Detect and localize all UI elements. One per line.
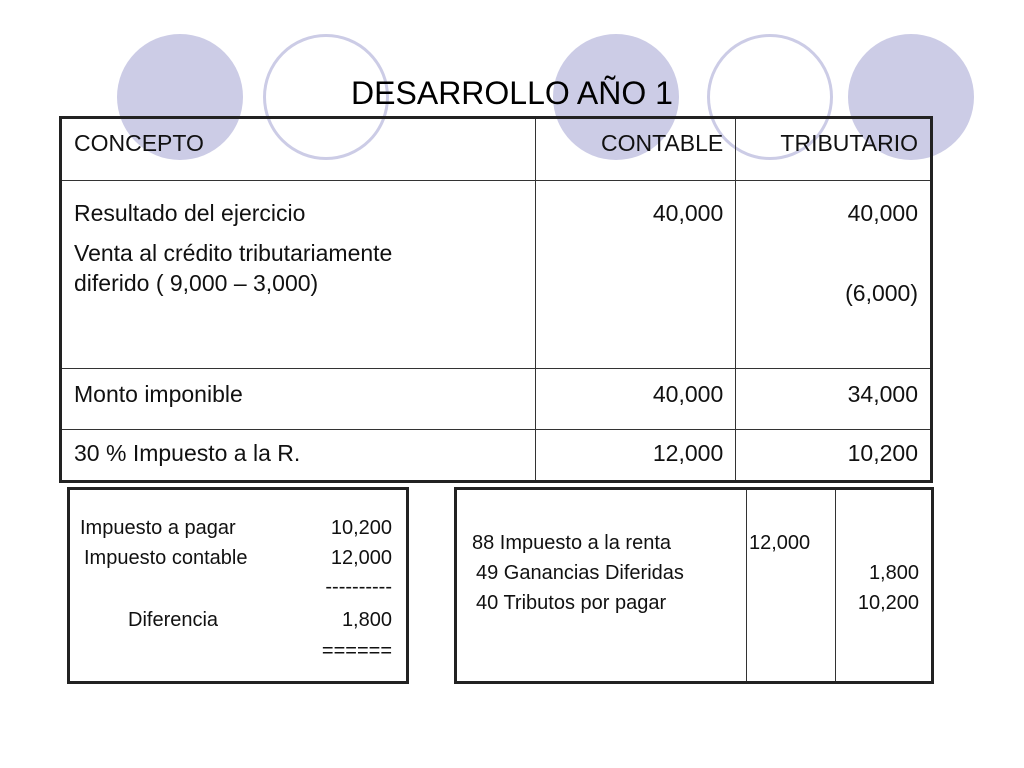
line-label: Impuesto contable xyxy=(84,547,248,569)
header-concepto: CONCEPTO xyxy=(61,118,536,181)
line-value: 1,800 xyxy=(341,609,392,631)
header-tributario: TRIBUTARIO xyxy=(736,118,932,181)
list-item xyxy=(70,517,404,541)
account-label: 40 Tributos por pagar xyxy=(476,592,667,614)
total-underline: ====== xyxy=(321,640,392,662)
credit-value: 1,800 xyxy=(868,562,919,584)
list-item xyxy=(70,547,404,571)
cell-tributario xyxy=(736,181,932,369)
table-row xyxy=(61,430,932,482)
account-label: 88 Impuesto a la renta xyxy=(472,532,672,554)
value-text: 40,000 xyxy=(652,200,724,226)
line-label: Diferencia xyxy=(128,609,219,631)
concept-line: diferido ( 9,000 – 3,000) xyxy=(74,270,319,296)
list-item xyxy=(70,640,404,664)
journal-entry-box xyxy=(454,487,934,684)
tax-difference-box xyxy=(67,487,409,684)
line-label: Impuesto a pagar xyxy=(80,517,236,539)
credit-value: 10,200 xyxy=(857,592,919,614)
list-item xyxy=(70,576,404,600)
account-label: 49 Ganancias Diferidas xyxy=(476,562,684,584)
cell-contable xyxy=(535,181,736,369)
cell-concepto: 30 % Impuesto a la R. xyxy=(61,430,536,482)
value-text: 40,000 xyxy=(847,200,918,226)
cell-contable: 12,000 xyxy=(535,430,736,482)
debit-value: 12,000 xyxy=(749,532,811,554)
cell-concepto xyxy=(61,181,536,369)
concept-line: Venta al crédito tributariamente xyxy=(74,240,393,266)
cell-tributario: 34,000 xyxy=(736,369,932,430)
table-row xyxy=(61,369,932,430)
line-value: 10,200 xyxy=(330,517,392,539)
table-header-row xyxy=(61,118,932,181)
separator-line: ---------- xyxy=(325,576,392,598)
header-contable: CONTABLE xyxy=(535,118,736,181)
calculation-table xyxy=(59,116,933,483)
table-row xyxy=(61,181,932,369)
list-item xyxy=(70,609,404,633)
value-text: (6,000) xyxy=(845,280,918,306)
cell-concepto: Monto imponible xyxy=(61,369,536,430)
page-title: DESARROLLO AÑO 1 xyxy=(351,75,673,111)
cell-tributario: 10,200 xyxy=(736,430,932,482)
column-divider xyxy=(746,490,747,681)
column-divider xyxy=(835,490,836,681)
line-value: 12,000 xyxy=(330,547,392,569)
concept-line: Resultado del ejercicio xyxy=(74,200,306,226)
cell-contable: 40,000 xyxy=(535,369,736,430)
